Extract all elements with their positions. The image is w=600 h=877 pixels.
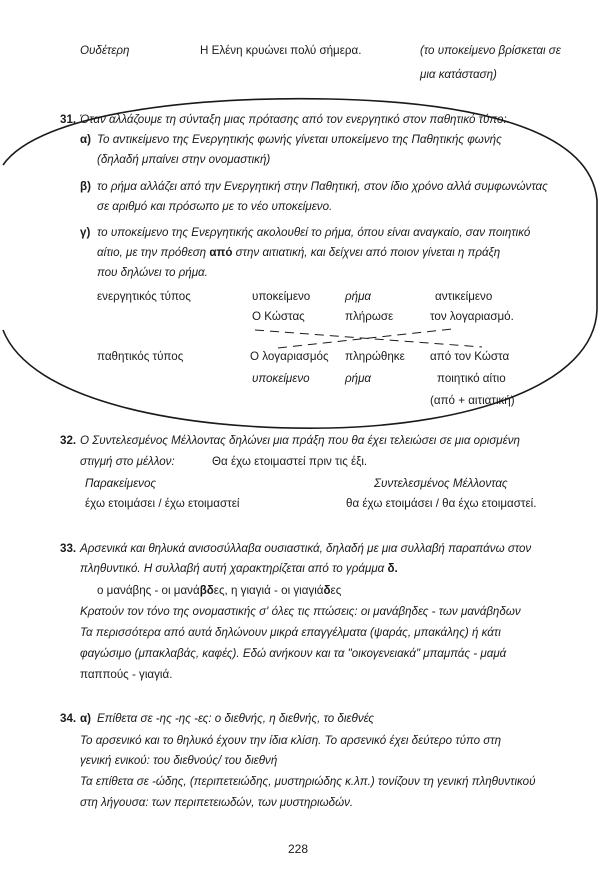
page-number: 228 xyxy=(288,842,309,856)
paragraph-line: Επίθετα σε -ης -ης -ες: ο διεθνής, η διεθνής, το διεθνές xyxy=(97,712,375,725)
passive-verb: πληρώθηκε xyxy=(345,350,405,363)
paragraph-line: στη λήγουσα: των περιπετειωδών, των μυστηριωδών. xyxy=(80,796,354,809)
paragraph-line: αίτιο, με την πρόθεση από στην αιτιατική, και δείχνει από ποιον γίνεται η πράξη xyxy=(97,246,501,259)
column-value: θα έχω ετοιμάσει / θα έχω ετοιμαστεί. xyxy=(346,497,537,510)
paragraph-line: παππούς - γιαγιά. xyxy=(80,668,173,681)
role-label-verb: ρήμα xyxy=(345,372,372,385)
paragraph-line: στιγμή στο μέλλον: xyxy=(80,455,175,468)
item-marker: α) xyxy=(80,133,91,146)
section-intro: Όταν αλλάζουμε τη σύνταξη μιας πρότασης από τον ενεργητικό στον παθητικό τύπο: xyxy=(80,113,507,126)
passive-voice-label: παθητικός τύπος xyxy=(97,350,184,363)
paragraph-line: φαγώσιμο (μπακλαβάς, καφές). Εδώ ανήκουν και τα "οικογενειακά" μπαμπάς - μαμά xyxy=(80,647,507,660)
active-voice-label: ενεργητικός τύπος xyxy=(97,290,191,303)
column-heading: Συντελεσμένος Μέλλοντας xyxy=(374,477,508,490)
paragraph-line: Ο Συντελεσμένος Μέλλοντας δηλώνει μια πράξη που θα έχει τελειώσει σε μια ορισμένη xyxy=(80,434,520,447)
paragraph-line: πληθυντικό. Η συλλαβή αυτή χαρακτηρίζεται από το γράμμα δ. xyxy=(80,562,398,575)
example-sentence: Η Ελένη κρυώνει πολύ σήμερα. xyxy=(200,44,362,57)
column-heading: Παρακείμενος xyxy=(85,477,157,490)
role-label-agent: ποιητικό αίτιο xyxy=(437,372,506,385)
paragraph-line: το υποκείμενο της Ενεργητικής ακολουθεί το ρήμα, όπου είναι αναγκαίο, σαν ποιητικό xyxy=(97,226,531,239)
paragraph-line: Το αρσενικό και το θηλυκό έχουν την ίδια κλίση. Το αρσενικό έχει δεύτερο τύπο στη xyxy=(80,734,502,747)
active-subject: Ο Κώστας xyxy=(252,310,305,323)
category-label: Ουδέτερη xyxy=(80,44,130,57)
example-line: ο μανάβης - οι μανάβδες, η γιαγιά - οι γιαγιάδες xyxy=(97,584,342,597)
section-number: 32. xyxy=(60,434,77,447)
example-sentence: Θα έχω ετοιμαστεί πριν τις έξι. xyxy=(212,455,368,468)
role-label-verb: ρήμα xyxy=(345,290,372,303)
note-text: (το υποκείμενο βρίσκεται σε xyxy=(420,44,561,57)
paragraph-line: γενική ενικού: του διεθνούς/ του διεθνή xyxy=(80,754,278,767)
role-label-agent-case: (από + αιτιατική) xyxy=(430,394,515,407)
passive-agent: από τον Κώστα xyxy=(430,350,510,363)
passive-subject: Ο λογαριασμός xyxy=(250,350,329,363)
paragraph-line: Το αντικείμενο της Ενεργητικής φωνής γίνεται υποκείμενο της Παθητικής φωνής xyxy=(97,133,502,146)
paragraph-line: σε αριθμό και πρόσωπο με το νέο υποκείμενο. xyxy=(97,200,333,213)
paragraph-line: (δηλαδή μπαίνει στην ονομαστική) xyxy=(97,153,271,166)
active-object: τον λογαριασμό. xyxy=(430,310,514,323)
role-label-subject: υποκείμενο xyxy=(252,290,311,303)
paragraph-line: Τα περισσότερα από αυτά δηλώνουν μικρά επαγγέλματα (ψαράς, μπακάλης) ή κάτι xyxy=(80,626,501,639)
section-number: 33. xyxy=(60,542,77,555)
note-text: μια κατάσταση) xyxy=(420,68,497,81)
role-label-subject: υποκείμενο xyxy=(252,372,310,385)
active-verb: πλήρωσε xyxy=(345,310,394,323)
paragraph-line: που δηλώνει το ρήμα. xyxy=(97,266,208,279)
item-marker: γ) xyxy=(80,226,91,239)
paragraph-line: Τα επίθετα σε -ώδης, (περιπετειώδης, μυστηριώδης κ.λπ.) τονίζουν τη γενική πληθυντικού xyxy=(80,775,536,788)
paragraph-line: Κρατούν τον τόνο της ονομαστικής σ' όλες τις πτώσεις: οι μανάβηδες - των μανάβηδων xyxy=(80,605,521,618)
item-marker: α) xyxy=(80,712,91,725)
role-label-object: αντικείμενο xyxy=(435,290,493,303)
section-number: 34. xyxy=(60,712,77,725)
paragraph-line: το ρήμα αλλάζει από την Ενεργητική στην Παθητική, στον ίδιο χρόνο αλλά συμφωνώντας xyxy=(97,180,548,193)
item-marker: β) xyxy=(80,180,91,193)
paragraph-line: Αρσενικά και θηλυκά ανισοσύλλαβα ουσιαστικά, δηλαδή με μια συλλαβή παραπάνω στον xyxy=(80,542,532,555)
section-number: 31. xyxy=(60,113,77,126)
column-value: έχω ετοιμάσει / έχω ετοιμαστεί xyxy=(85,497,240,510)
